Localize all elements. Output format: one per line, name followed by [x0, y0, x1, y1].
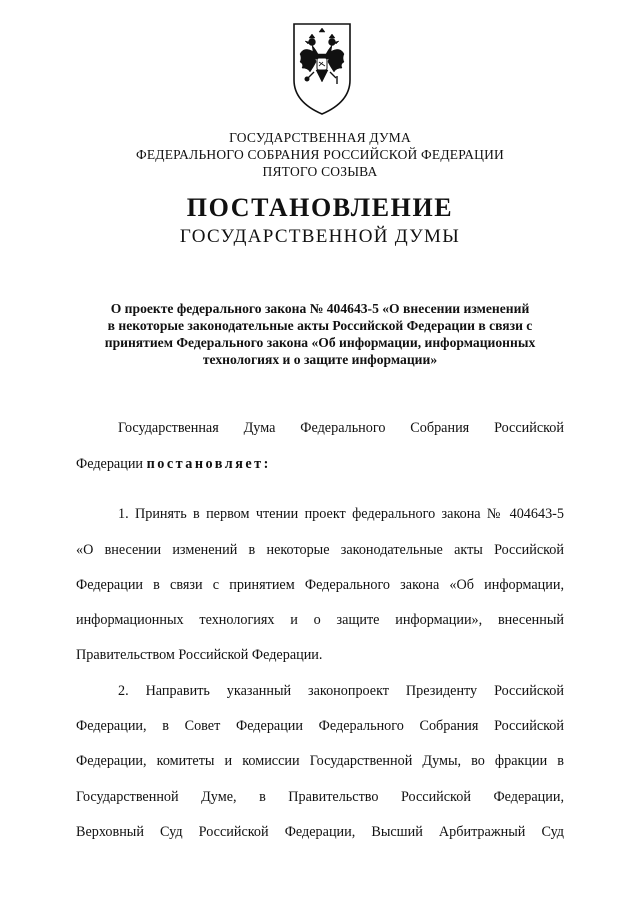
- header-line-3: ПЯТОГО СОЗЫВА: [262, 164, 378, 179]
- subject-line: технологиях и о защите информации»: [202, 352, 438, 367]
- document-subtitle: ГОСУДАРСТВЕННОЙ ДУМЫ: [179, 226, 461, 247]
- subject-line: в некоторые законодательные акты Российской Федерации в связи с: [107, 318, 533, 333]
- paragraph-1-line: Федерации в связи с принятием Федерального закона «Об информации,: [76, 577, 564, 593]
- paragraph-2-line: Государственной Думе, в Правительство Российской Федерации,: [76, 789, 564, 805]
- subject-line: О проекте федерального закона № 404643-5 «О внесении изменений: [110, 301, 530, 316]
- paragraph-1-line: 1. Принять в первом чтении проект федерального закона № 404643-5: [118, 506, 564, 522]
- header-line-1: ГОСУДАРСТВЕННАЯ ДУМА: [229, 130, 411, 145]
- document-title: ПОСТАНОВЛЕНИЕ: [186, 193, 454, 222]
- preamble-line: [76, 455, 564, 473]
- header-line-2: ФЕДЕРАЛЬНОГО СОБРАНИЯ РОССИЙСКОЙ ФЕДЕРАЦИИ: [136, 147, 504, 162]
- paragraph-1-line: «О внесении изменений в некоторые законодательные акты Российской: [76, 542, 564, 558]
- paragraph-1-line: Правительством Российской Федерации.: [76, 647, 323, 663]
- paragraph-2-line: Верховный Суд Российской Федерации, Высший Арбитражный Суд: [76, 824, 564, 840]
- double-headed-eagle-icon: [300, 28, 344, 84]
- coat-of-arms-emblem: [290, 18, 354, 118]
- preamble-prefix: Федерации: [76, 456, 147, 472]
- preamble-verb: постановляет:: [146, 456, 271, 472]
- paragraph-2-line: Федерации, в Совет Федерации Федерального Собрания Российской: [76, 718, 564, 734]
- paragraph-2-line: 2. Направить указанный законопроект Президенту Российской: [118, 683, 564, 699]
- paragraph-1-line: информационных технологиях и о защите информации», внесенный: [76, 612, 564, 628]
- preamble-line: Государственная Дума Федерального Собрания Российской: [118, 420, 564, 436]
- paragraph-2-line: Федерации, комитеты и комиссии Государственной Думы, во фракции в: [76, 753, 564, 769]
- subject-line: принятием Федерального закона «Об информации, информационных: [104, 335, 536, 350]
